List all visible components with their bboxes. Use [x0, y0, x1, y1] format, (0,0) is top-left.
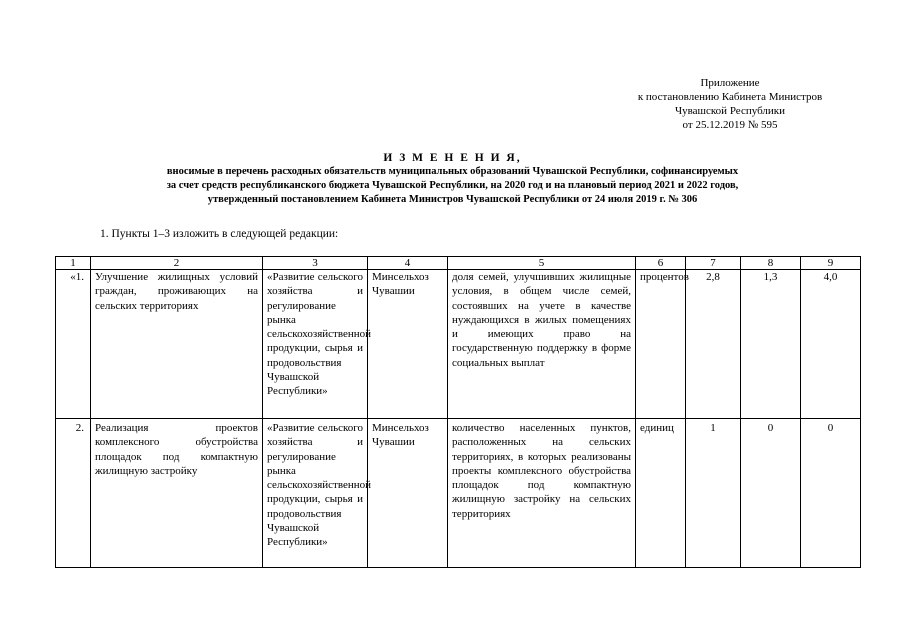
obligation-name: Улучшение жилищных условий граждан, проживающих на сельских территориях — [91, 270, 263, 419]
document-title — [0, 151, 905, 207]
table-row — [56, 270, 861, 419]
target-indicator: количество населенных пунктов, расположенных на сельских территориях, в которых реализованы проекты комплексного обустройства площадок под компактную жилищную застройку на сельских территориях — [448, 419, 636, 568]
value-2020: 1 — [686, 419, 741, 568]
header-cell: 2 — [91, 257, 263, 270]
header-cell: 9 — [801, 257, 861, 270]
unit-of-measure: единиц — [636, 419, 686, 568]
title-heading: И З М Е Н Е Н И Я, — [383, 152, 522, 164]
header-cell: 1 — [56, 257, 91, 270]
target-indicator: доля семей, улучшивших жилищные условия, в общем числе семей, состоявших на учете в качестве нуждающихся в жилых помещениях и имеющих право на государственную поддержку в форме социальных выплат — [448, 270, 636, 419]
value-2020: 2,8 — [686, 270, 741, 419]
row-number: «1. — [56, 270, 91, 419]
appendix-line: Приложение — [700, 77, 760, 89]
appendix-line: Чувашской Республики — [674, 105, 786, 117]
obligation-name: Реализация проектов комплексного обустройства площадок под компактную жилищную застройку — [91, 419, 263, 568]
value-2021: 0 — [741, 419, 801, 568]
table-row — [56, 419, 861, 568]
header-cell: 7 — [686, 257, 741, 270]
appendix-line: к постановлению Кабинета Министров — [637, 91, 823, 103]
value-2022: 4,0 — [801, 270, 861, 419]
header-cell: 3 — [263, 257, 368, 270]
obligations-table — [55, 256, 861, 568]
appendix-line: от 25.12.2019 № 595 — [682, 119, 778, 131]
value-2021: 1,3 — [741, 270, 801, 419]
unit-of-measure: процентов — [636, 270, 686, 419]
value-2022: 0 — [801, 419, 861, 568]
title-line: за счет средств республиканского бюджета Чувашской Республики, на 2020 год и на плановый период 2021 и 2022 годов, — [166, 180, 739, 191]
responsible-authority: Минсельхоз Чувашии — [368, 270, 448, 419]
row-number: 2. — [56, 419, 91, 568]
state-program: «Развитие сельского хозяйства и регулирование рынка сельскохозяйственной продукции, сырья и продовольствия Чувашской Республики» — [263, 270, 368, 419]
state-program: «Развитие сельского хозяйства и регулирование рынка сельскохозяйственной продукции, сырья и продовольствия Чувашской Республики» — [263, 419, 368, 568]
header-cell: 5 — [448, 257, 636, 270]
header-row — [56, 257, 861, 270]
appendix-block — [600, 76, 860, 132]
intro-paragraph: 1. Пункты 1–3 изложить в следующей редакции: — [100, 228, 339, 240]
header-cell: 6 — [636, 257, 686, 270]
title-line: вносимые в перечень расходных обязательств муниципальных образований Чувашской Республики, софинансируемых — [166, 166, 739, 177]
header-cell: 4 — [368, 257, 448, 270]
title-line: утвержденный постановлением Кабинета Министров Чувашской Республики от 24 июля 2019 г. № 306 — [207, 194, 698, 205]
responsible-authority: Минсельхоз Чувашии — [368, 419, 448, 568]
header-cell: 8 — [741, 257, 801, 270]
